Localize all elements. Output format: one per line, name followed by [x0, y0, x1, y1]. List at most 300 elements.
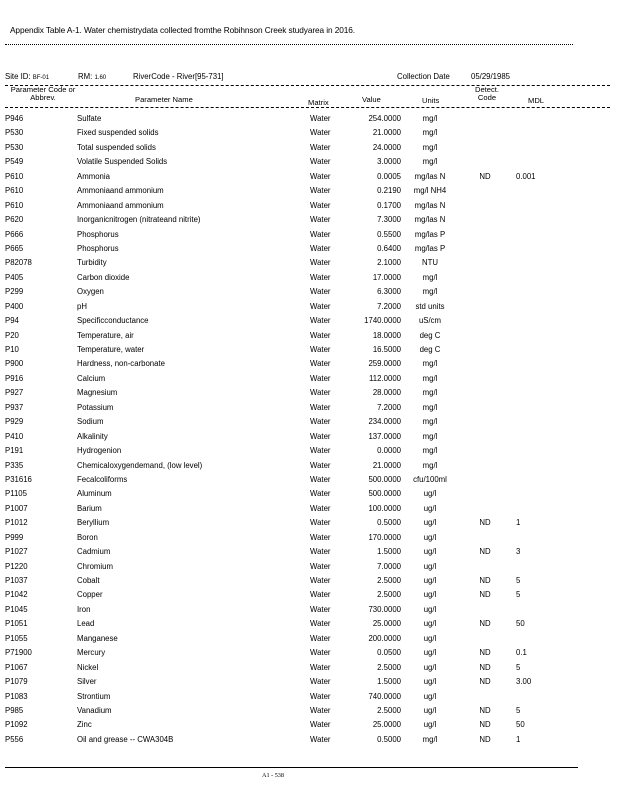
cell-matrix: Water: [310, 604, 331, 614]
cell-mdl: 5: [516, 576, 521, 585]
cell-matrix: Water: [310, 720, 331, 730]
cell-code: P1079: [5, 677, 28, 687]
table-row: [0, 372, 618, 386]
cell-value: 112.0000: [369, 373, 401, 383]
table-row: [0, 343, 618, 357]
cell-units: mg/l: [422, 157, 438, 167]
cell-matrix: Water: [310, 388, 331, 398]
cell-units: ug/l: [423, 648, 437, 658]
cell-value: 730.0000: [368, 604, 401, 614]
page-number: A1 - 538: [262, 772, 284, 779]
cell-value: 0.0000: [377, 446, 401, 456]
table-row: [0, 632, 618, 646]
cell-matrix: Water: [310, 417, 331, 427]
table-row: [0, 242, 618, 256]
cell-mdl: 5: [516, 662, 521, 672]
cell-units: mg/las P: [414, 243, 446, 253]
table-row: [0, 228, 618, 242]
table-row: [0, 603, 618, 617]
cell-code: P900: [5, 359, 24, 369]
cell-value: 0.5000: [377, 734, 401, 744]
site-id-label: Site ID:: [5, 72, 31, 81]
cell-units: mg/l: [422, 417, 438, 427]
cell-matrix: Water: [310, 287, 331, 297]
cell-matrix: Water: [310, 734, 331, 744]
cell-units: ug/l: [423, 633, 437, 643]
cell-value: 25.0000: [372, 619, 401, 629]
table-row: [0, 444, 618, 458]
cell-param: Temperature, water: [77, 345, 145, 354]
cell-matrix: Water: [310, 301, 331, 311]
cell-code: P610: [5, 186, 24, 196]
table-row: [0, 459, 618, 473]
table-row: [0, 285, 618, 299]
cell-mdl: 1: [516, 734, 521, 744]
cell-param: pH: [77, 301, 87, 311]
cell-units: ug/l: [423, 705, 437, 715]
cell-code: P530: [5, 142, 24, 152]
cell-value: 7.3000: [377, 215, 401, 225]
cell-matrix: Water: [310, 316, 331, 326]
table-row: [0, 300, 618, 314]
cell-units: mg/las N: [414, 215, 446, 225]
cell-param: Sulfate: [77, 114, 102, 123]
cell-units: mg/l: [422, 359, 438, 369]
cell-units: mg/l NH4: [413, 186, 447, 196]
cell-matrix: Water: [310, 705, 331, 715]
cell-units: mg/l: [422, 460, 438, 470]
cell-detect: ND: [479, 590, 491, 600]
table-row: [0, 271, 618, 285]
cell-param: Ammoniaand ammonium: [77, 186, 164, 196]
cell-units: ug/l: [423, 691, 437, 701]
cell-units: ug/l: [423, 518, 437, 528]
table-row: [0, 141, 618, 155]
cell-value: 7.2000: [377, 402, 401, 412]
cell-units: mg/l: [422, 128, 438, 138]
cell-param: Cadmium: [77, 547, 111, 557]
table-row: [0, 502, 618, 516]
cell-param: Zinc: [77, 720, 92, 730]
cell-units: ug/l: [423, 720, 437, 730]
cell-param: Mercury: [77, 648, 106, 658]
cell-param: Chemicaloxygendemand, (low level): [77, 460, 203, 470]
cell-param: Fixed suspended solids: [77, 128, 159, 138]
cell-matrix: Water: [310, 157, 331, 167]
cell-matrix: Water: [310, 590, 331, 600]
cell-code: P82078: [5, 258, 32, 268]
cell-value: 2.1000: [377, 258, 401, 268]
cell-code: P1051: [5, 619, 28, 629]
cell-param: Barium: [77, 503, 102, 513]
cell-units: ug/l: [423, 532, 437, 542]
cell-units: mg/l: [422, 114, 438, 123]
table-row: [0, 401, 618, 415]
cell-value: 2.5000: [377, 590, 401, 600]
cell-param: Specificconductance: [77, 316, 149, 326]
cell-matrix: Water: [310, 489, 331, 499]
cell-param: Turbidity: [77, 258, 107, 268]
cell-code: P400: [5, 301, 24, 311]
cell-matrix: Water: [310, 677, 331, 687]
cell-param: Ammoniaand ammonium: [77, 200, 164, 210]
cell-code: P405: [5, 272, 24, 282]
cell-code: P299: [5, 287, 24, 297]
cell-code: P1220: [5, 561, 28, 571]
cell-units: mg/l: [422, 287, 438, 297]
cell-detect: ND: [479, 648, 491, 658]
cell-matrix: Water: [310, 359, 331, 369]
cell-value: 259.0000: [368, 359, 401, 369]
cell-code: P999: [5, 532, 24, 542]
cell-code: P1105: [5, 489, 27, 499]
table-row: [0, 487, 618, 501]
cell-value: 2.5000: [377, 705, 401, 715]
cell-detect: ND: [479, 677, 491, 687]
cell-value: 28.0000: [372, 388, 401, 398]
table-title: Appendix Table A-1. Water chemistrydata collected fromthe Robihnson Creek studyarea in 2016.: [10, 25, 355, 35]
collection-date-value: 05/29/1985: [471, 72, 511, 81]
cell-matrix: Water: [310, 258, 331, 268]
cell-value: 24.0000: [372, 142, 401, 152]
cell-param: Boron: [77, 532, 98, 542]
cell-detect: ND: [479, 662, 491, 672]
table-row: [0, 574, 618, 588]
cell-matrix: Water: [310, 532, 331, 542]
cell-matrix: Water: [310, 243, 331, 253]
cell-value: 0.0005: [377, 171, 401, 181]
cell-param: Beryllium: [77, 518, 110, 528]
data-table-body: [0, 112, 618, 747]
table-row: [0, 357, 618, 371]
header-divider-top: [5, 85, 610, 86]
cell-units: mg/l: [422, 142, 438, 152]
table-row: [0, 718, 618, 732]
cell-units: ug/l: [423, 590, 437, 600]
cell-param: Silver: [77, 677, 97, 687]
table-row: [0, 531, 618, 545]
cell-code: P94: [5, 316, 19, 326]
cell-matrix: Water: [310, 431, 331, 441]
cell-value: 740.0000: [368, 691, 401, 701]
cell-param: Strontium: [77, 691, 111, 701]
table-row: [0, 329, 618, 343]
cell-units: ug/l: [423, 489, 437, 499]
cell-units: ug/l: [423, 547, 437, 557]
cell-units: ug/l: [423, 503, 437, 513]
cell-matrix: Water: [310, 446, 331, 456]
cell-value: 21.0000: [372, 460, 401, 470]
cell-matrix: Water: [310, 114, 331, 123]
cell-param: Calcium: [77, 373, 106, 383]
cell-code: P530: [5, 128, 24, 138]
table-row: [0, 473, 618, 487]
cell-units: mg/l: [422, 388, 438, 398]
table-row: [0, 516, 618, 530]
col-header-value: Value: [362, 95, 381, 104]
cell-value: 170.0000: [368, 532, 401, 542]
cell-value: 2.5000: [377, 576, 401, 585]
cell-value: 6.3000: [377, 287, 401, 297]
cell-code: P946: [5, 114, 24, 123]
cell-code: P1012: [5, 518, 28, 528]
cell-units: ug/l: [423, 561, 437, 571]
cell-value: 0.5500: [377, 229, 401, 239]
cell-matrix: Water: [310, 503, 331, 513]
table-row: [0, 199, 618, 213]
cell-units: ug/l: [423, 576, 437, 585]
cell-matrix: Water: [310, 229, 331, 239]
cell-mdl: 3.00: [516, 677, 532, 687]
cell-value: 2.5000: [377, 662, 401, 672]
cell-detect: ND: [479, 705, 491, 715]
cell-code: P1037: [5, 576, 28, 585]
cell-code: P1092: [5, 720, 28, 730]
header-divider-bottom: [5, 107, 610, 108]
cell-matrix: Water: [310, 215, 331, 225]
cell-units: mg/las N: [414, 171, 446, 181]
cell-detect: ND: [479, 518, 491, 528]
cell-code: P927: [5, 388, 24, 398]
cell-units: ug/l: [423, 604, 437, 614]
cell-value: 0.5000: [377, 518, 401, 528]
cell-param: Magnesium: [77, 388, 118, 398]
table-row: [0, 314, 618, 328]
cell-units: std units: [415, 301, 445, 311]
cell-mdl: 5: [516, 705, 521, 715]
cell-param: Copper: [77, 590, 103, 600]
col-header-code: Parameter Code or Abbrev.: [10, 85, 76, 102]
cell-units: mg/las N: [414, 200, 446, 210]
table-row: [0, 675, 618, 689]
cell-matrix: Water: [310, 142, 331, 152]
cell-param: Sodium: [77, 417, 104, 427]
cell-code: P549: [5, 157, 24, 167]
cell-mdl: 3: [516, 547, 521, 557]
cell-detect: ND: [479, 576, 491, 585]
cell-value: 0.2190: [377, 186, 401, 196]
cell-detect: ND: [479, 547, 491, 557]
cell-param: Manganese: [77, 633, 118, 643]
cell-code: P1027: [5, 547, 28, 557]
cell-matrix: Water: [310, 474, 331, 484]
cell-code: P929: [5, 417, 24, 427]
cell-param: Vanadium: [77, 705, 112, 715]
cell-value: 1.5000: [377, 547, 401, 557]
river-code: RiverCode - River[95-731]: [133, 72, 224, 81]
cell-units: uS/cm: [418, 316, 442, 326]
cell-matrix: Water: [310, 345, 331, 354]
cell-value: 500.0000: [368, 489, 401, 499]
table-row: [0, 588, 618, 602]
cell-matrix: Water: [310, 619, 331, 629]
cell-code: P556: [5, 734, 24, 744]
cell-code: P610: [5, 200, 24, 210]
cell-code: P1007: [5, 503, 28, 513]
cell-mdl: 0.001: [516, 171, 536, 181]
cell-matrix: Water: [310, 330, 331, 340]
cell-code: P191: [5, 446, 24, 456]
rm-label: RM:: [78, 72, 93, 81]
cell-param: Hydrogenion: [77, 446, 122, 456]
cell-value: 254.0000: [368, 114, 401, 123]
cell-mdl: 50: [516, 619, 525, 629]
cell-value: 17.0000: [372, 272, 401, 282]
cell-value: 16.5000: [372, 345, 401, 354]
table-row: [0, 256, 618, 270]
cell-detect: ND: [479, 171, 491, 181]
cell-code: P335: [5, 460, 24, 470]
col-header-units: Units: [422, 96, 440, 105]
cell-detect: ND: [479, 619, 491, 629]
cell-mdl: 50: [516, 720, 525, 730]
cell-code: P1055: [5, 633, 28, 643]
cell-param: Alkalinity: [77, 431, 108, 441]
cell-units: ug/l: [423, 662, 437, 672]
cell-code: P410: [5, 431, 24, 441]
col-header-mdl: MDL: [528, 96, 545, 105]
cell-units: ug/l: [423, 677, 437, 687]
table-row: [0, 112, 618, 126]
cell-matrix: Water: [310, 547, 331, 557]
table-row: [0, 155, 618, 169]
cell-matrix: Water: [310, 200, 331, 210]
table-row: [0, 170, 618, 184]
table-row: [0, 545, 618, 559]
cell-param: Chromium: [77, 561, 113, 571]
table-row: [0, 126, 618, 140]
cell-units: mg/l: [422, 431, 438, 441]
cell-matrix: Water: [310, 171, 331, 181]
cell-value: 234.0000: [368, 417, 401, 427]
cell-matrix: Water: [310, 186, 331, 196]
table-row: [0, 430, 618, 444]
cell-units: ug/l: [423, 619, 437, 629]
cell-code: P1083: [5, 691, 28, 701]
cell-mdl: 0.1: [516, 648, 527, 658]
cell-matrix: Water: [310, 648, 331, 658]
cell-units: cfu/100ml: [413, 474, 447, 484]
cell-matrix: Water: [310, 691, 331, 701]
cell-code: P916: [5, 373, 24, 383]
cell-units: mg/l: [422, 373, 438, 383]
cell-value: 0.6400: [377, 243, 401, 253]
cell-units: deg C: [419, 345, 441, 354]
site-id-value: BF-01: [32, 75, 50, 81]
cell-param: Cobalt: [77, 576, 100, 585]
cell-units: mg/l: [422, 402, 438, 412]
table-row: [0, 661, 618, 675]
table-row: [0, 184, 618, 198]
rm-value: 1.60: [94, 75, 107, 81]
cell-units: NTU: [421, 258, 439, 268]
cell-param: Aluminum: [77, 489, 112, 499]
cell-units: mg/las P: [414, 229, 446, 239]
cell-param: Oxygen: [77, 287, 104, 297]
col-header-detect: Detect. Code: [474, 85, 500, 102]
cell-value: 21.0000: [372, 128, 401, 138]
cell-matrix: Water: [310, 272, 331, 282]
footer-rule: [5, 767, 578, 768]
cell-param: Ammonia: [77, 171, 110, 181]
cell-matrix: Water: [310, 633, 331, 643]
cell-param: Potassium: [77, 402, 114, 412]
cell-code: P610: [5, 171, 24, 181]
cell-value: 25.0000: [372, 720, 401, 730]
table-row: [0, 690, 618, 704]
cell-code: P10: [5, 345, 19, 354]
cell-code: P985: [5, 705, 24, 715]
cell-matrix: Water: [310, 662, 331, 672]
cell-code: P665: [5, 243, 24, 253]
cell-value: 7.0000: [377, 561, 401, 571]
col-header-matrix: Matrix: [308, 98, 329, 107]
table-row: [0, 704, 618, 718]
cell-code: P937: [5, 402, 24, 412]
cell-matrix: Water: [310, 460, 331, 470]
cell-matrix: Water: [310, 576, 331, 585]
cell-param: Temperature, air: [77, 330, 134, 340]
cell-code: P666: [5, 229, 24, 239]
cell-code: P620: [5, 215, 24, 225]
collection-date-label: Collection Date: [397, 72, 450, 81]
table-row: [0, 733, 618, 747]
table-row: [0, 646, 618, 660]
cell-value: 0.0500: [377, 648, 401, 658]
cell-code: P1067: [5, 662, 28, 672]
table-row: [0, 213, 618, 227]
cell-units: mg/l: [422, 734, 438, 744]
cell-param: Oil and grease -- CWA304B: [77, 734, 174, 744]
cell-param: Lead: [77, 619, 95, 629]
cell-param: Phosphorus: [77, 229, 119, 239]
cell-value: 100.0000: [368, 503, 401, 513]
cell-value: 0.1700: [377, 200, 401, 210]
cell-code: P31616: [5, 474, 32, 484]
cell-matrix: Water: [310, 373, 331, 383]
cell-value: 3.0000: [377, 157, 401, 167]
cell-code: P1042: [5, 590, 28, 600]
cell-detect: ND: [479, 734, 491, 744]
cell-matrix: Water: [310, 518, 331, 528]
cell-matrix: Water: [310, 402, 331, 412]
cell-param: Iron: [77, 604, 91, 614]
cell-value: 137.0000: [368, 431, 401, 441]
cell-param: Total suspended solids: [77, 142, 156, 152]
cell-units: deg C: [419, 330, 441, 340]
cell-mdl: 1: [516, 518, 521, 528]
site-id: [5, 72, 49, 81]
cell-param: Phosphorus: [77, 243, 119, 253]
cell-units: mg/l: [422, 272, 438, 282]
river-mile: [78, 72, 106, 81]
cell-detect: ND: [479, 720, 491, 730]
table-row: [0, 560, 618, 574]
cell-matrix: Water: [310, 128, 331, 138]
cell-code: P1045: [5, 604, 28, 614]
cell-value: 18.0000: [372, 330, 401, 340]
col-header-param: Parameter Name: [135, 95, 193, 104]
cell-value: 1740.0000: [364, 316, 401, 326]
cell-param: Fecalcoliforms: [77, 474, 128, 484]
cell-param: Inorganicnitrogen (nitrateand nitrite): [77, 215, 201, 225]
cell-value: 500.0000: [368, 474, 401, 484]
cell-matrix: Water: [310, 561, 331, 571]
cell-value: 7.2000: [377, 301, 401, 311]
table-row: [0, 617, 618, 631]
cell-units: mg/l: [422, 446, 438, 456]
cell-value: 200.0000: [368, 633, 401, 643]
